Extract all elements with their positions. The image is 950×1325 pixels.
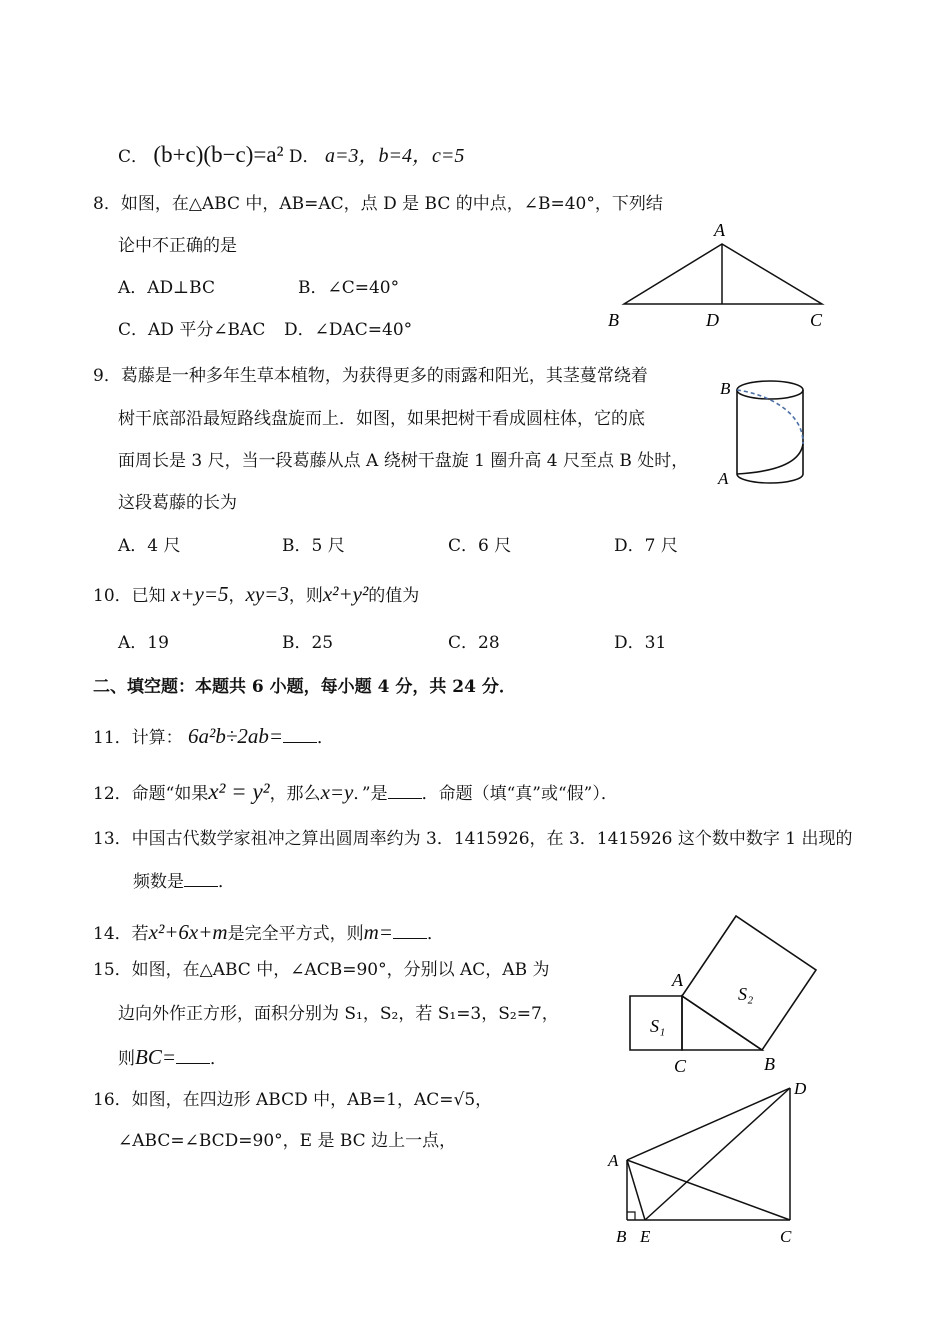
q8-label-b: B <box>608 310 619 330</box>
q16-label-e: E <box>640 1227 651 1246</box>
q9-option-c: C．6 尺 <box>448 536 512 556</box>
q7-option-d-expr: a=3，b=4，c=5 <box>324 145 465 167</box>
q9-stem-line4: 这段葛藤的长为 <box>118 493 237 513</box>
q8-option-b: B．∠C=40° <box>298 278 400 298</box>
q15-stem-line1: 15．如图，在△ABC 中，∠ACB=90°，分别以 AC，AB 为 <box>93 960 550 980</box>
q16-quadrilateral-figure <box>600 1076 820 1248</box>
q16-label-a: A <box>608 1151 619 1170</box>
q8-triangle-figure <box>600 218 840 336</box>
q15-stem3-pre: 则 <box>118 1049 135 1069</box>
q11-stem <box>93 724 334 749</box>
q10-expr3: x²+y² <box>322 582 369 606</box>
q7-option-c <box>118 141 464 169</box>
q9-cylinder-figure <box>712 372 816 492</box>
q11-answer-blank <box>283 728 317 743</box>
q12-stem-mid2: ．”是 <box>353 784 388 804</box>
q12-stem <box>93 778 618 806</box>
q10-option-b: B．25 <box>282 633 334 653</box>
q16-stem-line2: ∠ABC=∠BCD=90°，E 是 BC 边上一点， <box>118 1131 457 1151</box>
q10-expr1: x+y=5 <box>171 582 229 606</box>
q8-option-d: D．∠DAC=40° <box>284 320 413 340</box>
q15-label-b: B <box>764 1054 775 1074</box>
q9-label-a: A <box>718 469 729 488</box>
q14-post: ． <box>426 924 444 944</box>
q13-stem2-pre: 频数是 <box>133 872 184 892</box>
q15-label-s2: S₂ <box>738 984 754 1004</box>
q9-stem-line1: 9．葛藤是一种多年生草本植物，为获得更多的雨露和阳光，其茎蔓常绕着 <box>93 366 648 386</box>
q10-option-a: A．19 <box>118 633 169 653</box>
q10-stem-mid: ，则 <box>288 586 323 606</box>
q8-label-d: D <box>706 310 719 330</box>
q11-stem-pre: 11．计算： <box>93 728 183 748</box>
q13-stem2-post: ． <box>218 872 235 892</box>
q12-stem-post: ．命题（填“真”或“假”）． <box>421 784 618 804</box>
q15-label-c: C <box>674 1056 687 1076</box>
q16-label-d: D <box>794 1079 807 1098</box>
q10-sep: ， <box>228 586 246 606</box>
q7-option-d-label: D． <box>288 147 320 167</box>
q14-expr2: m= <box>363 920 393 944</box>
q9-option-a: A．4 尺 <box>118 536 181 556</box>
q10-option-c: C．28 <box>448 633 500 653</box>
q10-stem-pre: 10．已知 <box>93 586 166 606</box>
q13-answer-blank <box>184 872 218 887</box>
q15-label-s1: S₁ <box>650 1016 666 1036</box>
q10-stem <box>93 582 419 607</box>
q10-expr2: xy=3 <box>245 582 289 606</box>
q13-stem-line2 <box>133 872 235 892</box>
q12-expr1: x² = y² <box>208 779 270 804</box>
q15-stem3-post: ． <box>210 1049 228 1069</box>
q13-stem-line1: 13．中国古代数学家祖冲之算出圆周率约为 3．1415926，在 3．1415926 这个数中数字 1 出现的 <box>93 829 853 849</box>
q9-stem-line3: 面周长是 3 尺，当一段葛藤从点 A 绕树干盘旋 1 圈升高 4 尺至点 B 处时， <box>118 451 689 471</box>
q12-answer-blank <box>388 784 422 799</box>
q8-stem-line1: 8．如图，在△ABC 中，AB=AC，点 D 是 BC 的中点，∠B=40°，下列结 <box>93 194 663 214</box>
q15-answer-blank <box>176 1049 210 1064</box>
q15-stem-line3 <box>118 1045 227 1070</box>
q10-option-d: D．31 <box>614 633 667 653</box>
q15-squares-figure <box>622 914 852 1080</box>
q14-expr1: x²+6x+m <box>148 920 228 944</box>
q14-stem <box>93 920 444 945</box>
q8-stem-line2: 论中不正确的是 <box>118 236 237 256</box>
q7-option-c-expr: (b+c)(b−c)=a² <box>153 142 284 167</box>
q10-stem-post: 的值为 <box>368 586 420 606</box>
q8-option-c: C．AD 平分∠BAC <box>118 320 266 340</box>
q15-stem-line2: 边向外作正方形，面积分别为 S₁，S₂，若 S₁=3，S₂=7， <box>118 1004 559 1024</box>
q15-stem3-expr: BC= <box>135 1045 177 1069</box>
q16-stem-line1: 16．如图，在四边形 ABCD 中，AB=1，AC=√5， <box>93 1090 493 1110</box>
q9-label-b: B <box>720 379 731 398</box>
q11-expr: 6a²b÷2ab= <box>188 724 284 748</box>
q12-expr2: x=y <box>320 780 354 804</box>
q9-stem-line2: 树干底部沿最短路线盘旋而上．如图，如果把树干看成圆柱体，它的底 <box>118 409 645 429</box>
q15-label-a: A <box>672 970 683 990</box>
section2-heading: 二、填空题：本题共 6 小题，每小题 4 分，共 24 分． <box>93 677 516 697</box>
q14-stem-pre: 14．若 <box>93 924 149 944</box>
q14-answer-blank <box>393 924 427 939</box>
q9-option-b: B．5 尺 <box>282 536 345 556</box>
q12-stem-pre: 12．命题“如果 <box>93 784 209 804</box>
q8-label-c: C <box>810 310 823 330</box>
q12-stem-mid: ，那么 <box>269 784 321 804</box>
q8-option-a: A．AD⊥BC <box>118 278 215 298</box>
q11-post: ． <box>317 728 335 748</box>
q16-label-b: B <box>616 1227 627 1246</box>
q14-stem-mid: 是完全平方式，则 <box>227 924 364 944</box>
q16-label-c: C <box>780 1227 792 1246</box>
q9-option-d: D．7 尺 <box>614 536 678 556</box>
q8-label-a: A <box>714 220 725 240</box>
q7-option-c-label: C． <box>118 147 149 167</box>
